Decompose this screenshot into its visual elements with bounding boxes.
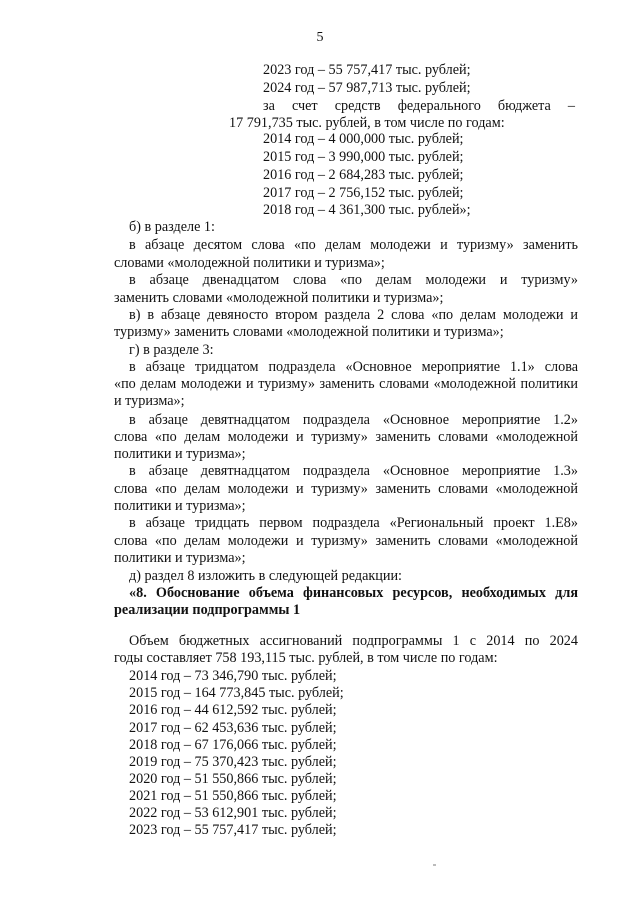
paragraph-line: политики и туризма»; bbox=[114, 446, 246, 462]
paragraph-line: заменить словами «молодежной политики и туризма»; bbox=[114, 290, 444, 306]
federal-budget-line: 17 791,735 тыс. рублей, в том числе по годам: bbox=[229, 115, 505, 131]
paragraph-line: словами «молодежной политики и туризма»; bbox=[114, 255, 385, 271]
budget-year-line: 2021 год – 51 550,866 тыс. рублей; bbox=[129, 788, 337, 804]
amount-line: 2023 год – 55 757,417 тыс. рублей; bbox=[263, 62, 471, 78]
paragraph-line: в абзаце двенадцатом слова «по делам молодежи и туризму» bbox=[129, 272, 578, 288]
federal-year-line: 2016 год – 2 684,283 тыс. рублей; bbox=[263, 167, 464, 183]
section-heading: реализации подпрограммы 1 bbox=[114, 602, 301, 618]
scan-speck bbox=[433, 864, 436, 866]
budget-year-line: 2022 год – 53 612,901 тыс. рублей; bbox=[129, 805, 337, 821]
paragraph-line: в) в абзаце девяносто втором раздела 2 слова «по делам молодежи и bbox=[129, 307, 578, 323]
amount-line: 2024 год – 57 987,713 тыс. рублей; bbox=[263, 80, 471, 96]
federal-year-line: 2018 год – 4 361,300 тыс. рублей»; bbox=[263, 202, 471, 218]
federal-year-line: 2014 год – 4 000,000 тыс. рублей; bbox=[263, 131, 464, 147]
budget-year-line: 2015 год – 164 773,845 тыс. рублей; bbox=[129, 685, 344, 701]
budget-year-line: 2016 год – 44 612,592 тыс. рублей; bbox=[129, 702, 337, 718]
paragraph-line: слова «по делам молодежи и туризму» заменить словами «молодежной bbox=[114, 429, 578, 445]
budget-year-line: 2019 год – 75 370,423 тыс. рублей; bbox=[129, 754, 337, 770]
paragraph-line: в абзаце тридцать первом подраздела «Региональный проект 1.Е8» bbox=[129, 515, 578, 531]
budget-year-line: 2018 год – 67 176,066 тыс. рублей; bbox=[129, 737, 337, 753]
paragraph-line: в абзаце девятнадцатом подраздела «Основное мероприятие 1.3» bbox=[129, 463, 578, 479]
federal-year-line: 2017 год – 2 756,152 тыс. рублей; bbox=[263, 185, 464, 201]
section-d-line: д) раздел 8 изложить в следующей редакции: bbox=[129, 568, 402, 584]
paragraph-line: слова «по делам молодежи и туризму» заменить словами «молодежной bbox=[114, 533, 578, 549]
budget-year-line: 2017 год – 62 453,636 тыс. рублей; bbox=[129, 720, 337, 736]
paragraph-line: в абзаце тридцатом подраздела «Основное мероприятие 1.1» слова bbox=[129, 359, 578, 375]
paragraph-line: туризму» заменить словами «молодежной политики и туризма»; bbox=[114, 324, 504, 340]
paragraph-line: «по делам молодежи и туризму» заменить словами «молодежной политики bbox=[114, 376, 578, 392]
page-number: 5 bbox=[316, 30, 324, 45]
section-heading: «8. Обоснование объема финансовых ресурсов, необходимых для bbox=[129, 585, 578, 601]
budget-year-line: 2023 год – 55 757,417 тыс. рублей; bbox=[129, 822, 337, 838]
paragraph-line: слова «по делам молодежи и туризму» заменить словами «молодежной bbox=[114, 481, 578, 497]
federal-year-line: 2015 год – 3 990,000 тыс. рублей; bbox=[263, 149, 464, 165]
budget-year-line: 2014 год – 73 346,790 тыс. рублей; bbox=[129, 668, 337, 684]
paragraph-line: Объем бюджетных ассигнований подпрограммы 1 с 2014 по 2024 bbox=[129, 633, 578, 649]
paragraph-line: годы составляет 758 193,115 тыс. рублей, в том числе по годам: bbox=[114, 650, 498, 666]
paragraph-line: политики и туризма»; bbox=[114, 498, 246, 514]
section-g-title: г) в разделе 3: bbox=[129, 342, 214, 358]
section-b-title: б) в разделе 1: bbox=[129, 219, 215, 235]
federal-budget-line: за счет средств федерального бюджета – bbox=[263, 98, 575, 114]
paragraph-line: и туризма»; bbox=[114, 393, 185, 409]
paragraph-line: в абзаце девятнадцатом подраздела «Основное мероприятие 1.2» bbox=[129, 412, 578, 428]
budget-year-line: 2020 год – 51 550,866 тыс. рублей; bbox=[129, 771, 337, 787]
paragraph-line: в абзаце десятом слова «по делам молодежи и туризму» заменить bbox=[129, 237, 578, 253]
paragraph-line: политики и туризма»; bbox=[114, 550, 246, 566]
